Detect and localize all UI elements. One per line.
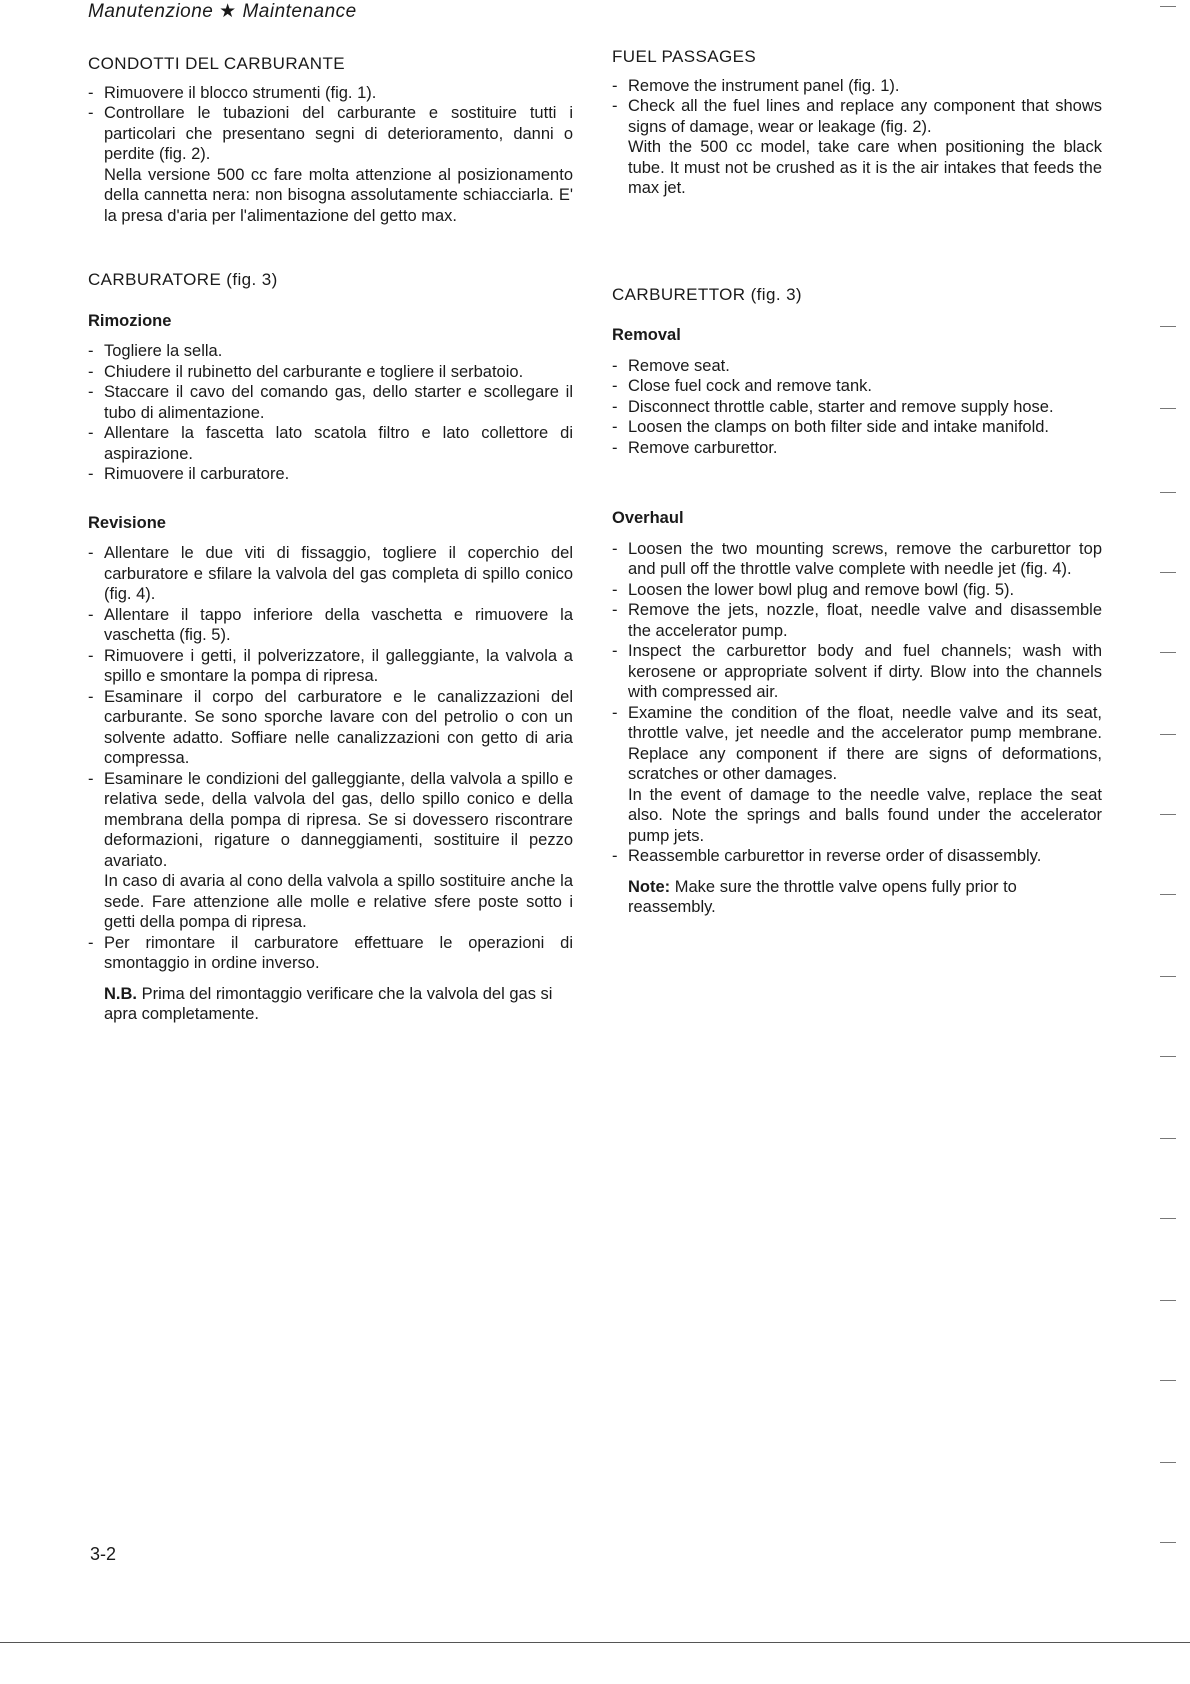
- scan-mark: [1160, 1300, 1176, 1301]
- scan-mark: [1160, 6, 1176, 7]
- note-it: [88, 984, 573, 1025]
- list-item: - Examine the condition of the float, needle valve and its seat, throttle valve, jet needle and the accelerator pump membrane. Replace any component if there are signs of deformations, scratches or other damages.: [612, 703, 1102, 785]
- overhaul-title-en: Overhaul: [612, 509, 684, 527]
- list-item: - Rimuovere i getti, il polverizzatore, il galleggiante, la valvola a spillo e smontare la pompa di ripresa.: [88, 646, 573, 687]
- list-item: - Chiudere il rubinetto del carburante e togliere il serbatoio.: [88, 362, 573, 383]
- overhaul-last-list-en: [612, 846, 1102, 867]
- note-text-it: Prima del rimontaggio verificare che la valvola del gas si apra completamente.: [104, 984, 553, 1023]
- list-item: - Remove carburettor.: [612, 438, 1102, 459]
- overhaul-list-en: [612, 539, 1102, 785]
- overhaul-title-it: Revisione: [88, 513, 166, 532]
- bottom-rule: [0, 1642, 1190, 1643]
- list-item: - Controllare le tubazioni del carburante e sostituire tutti i particolari che presentano segni di deterioramento, danni o perdite (fig. 2).: [88, 103, 573, 165]
- list-item: - Inspect the carburettor body and fuel channels; wash with kerosene or appropriate solvent if dirty. Blow into the channels with compressed air.: [612, 641, 1102, 703]
- fuel-passages-note-en: With the 500 cc model, take care when positioning the black tube. It must not be crushed as it is the air intakes that feeds the max jet.: [628, 138, 1102, 197]
- scan-mark: [1160, 1138, 1176, 1139]
- list-item: - Staccare il cavo del comando gas, dello starter e scollegare il tubo di alimentazione.: [88, 382, 573, 423]
- scan-mark: [1160, 326, 1176, 327]
- list-item: - Disconnect throttle cable, starter and remove supply hose.: [612, 397, 1102, 418]
- list-item: - Allentare la fascetta lato scatola filtro e lato collettore di aspirazione.: [88, 423, 573, 464]
- overhaul-last-list-it: [88, 933, 573, 974]
- list-item: - Allentare il tappo inferiore della vaschetta e rimuovere la vaschetta (fig. 5).: [88, 605, 573, 646]
- page-header: Manutenzione ★ Maintenance: [88, 1, 357, 22]
- carburettor-title-en: CARBURETTOR (fig. 3): [612, 284, 802, 304]
- list-item: - Loosen the lower bowl plug and remove bowl (fig. 5).: [612, 580, 1102, 601]
- overhaul-list-it: [88, 543, 573, 871]
- list-item: - Esaminare le condizioni del galleggiante, della valvola a spillo e relativa sede, della valvola del gas, dello spillo conico e della membrana della pompa di ripresa. Se si dovessero riscontrare deformazioni, rigature o danneggiamenti, sostituire il pezzo avariato.: [88, 769, 573, 872]
- carburettor-title-it: CARBURATORE (fig. 3): [88, 270, 278, 289]
- fuel-passages-title-it: CONDOTTI DEL CARBURANTE: [88, 54, 345, 73]
- fuel-passages-list-it: [88, 83, 573, 165]
- removal-list-it: [88, 341, 573, 485]
- list-item: - Check all the fuel lines and replace any component that shows signs of damage, wear or leakage (fig. 2).: [612, 96, 1102, 137]
- list-item: - Close fuel cock and remove tank.: [612, 376, 1102, 397]
- list-item: - Loosen the clamps on both filter side and intake manifold.: [612, 417, 1102, 438]
- scan-mark: [1160, 1056, 1176, 1057]
- scan-mark: [1160, 734, 1176, 735]
- note-label-en: Note:: [628, 877, 671, 896]
- list-item: - Esaminare il corpo del carburatore e le canalizzazioni del carburante. Se sono sporche lavare con del petrolio o con un solvente adatto. Soffiare nelle canalizzazioni con getto di aria compressa.: [88, 687, 573, 769]
- overhaul-para-en: In the event of damage to the needle valve, replace the seat also. Note the springs and balls found under the accelerator pump jets.: [628, 785, 1102, 845]
- list-item: - Remove the jets, nozzle, float, needle valve and disassemble the accelerator pump.: [612, 600, 1102, 641]
- scan-mark: [1160, 894, 1176, 895]
- list-item: - Togliere la sella.: [88, 341, 573, 362]
- note-text-en: Make sure the throttle valve opens fully prior to reassembly.: [628, 877, 1017, 916]
- scan-mark: [1160, 408, 1176, 409]
- list-item: - Rimuovere il carburatore.: [88, 464, 573, 485]
- removal-list-en: [612, 356, 1102, 459]
- scan-mark: [1160, 652, 1176, 653]
- scan-mark: [1160, 976, 1176, 977]
- note-en: [612, 877, 1102, 918]
- overhaul-para-it: In caso di avaria al cono della valvola a spillo sostituire anche la sede. Fare attenzione alle molle e relative sfere poste sotto i getti della pompa di ripresa.: [104, 872, 573, 931]
- scan-mark: [1160, 1380, 1176, 1381]
- scan-mark: [1160, 1542, 1176, 1543]
- fuel-passages-title-en: FUEL PASSAGES: [612, 47, 757, 66]
- list-item: - Remove seat.: [612, 356, 1102, 377]
- scan-mark: [1160, 1462, 1176, 1463]
- removal-title-it: Rimozione: [88, 311, 172, 330]
- list-item: - Remove the instrument panel (fig. 1).: [612, 76, 1102, 97]
- fuel-passages-list-en: [612, 76, 1102, 138]
- list-item: - Per rimontare il carburatore effettuare le operazioni di smontaggio in ordine inverso.: [88, 933, 573, 974]
- note-label-it: N.B.: [104, 984, 137, 1003]
- scan-mark: [1160, 1218, 1176, 1219]
- page-number: 3-2: [90, 1544, 117, 1564]
- list-item: - Allentare le due viti di fissaggio, togliere il coperchio del carburatore e sfilare la valvola del gas completa di spillo conico (fig. 4).: [88, 543, 573, 605]
- list-item: - Reassemble carburettor in reverse order of disassembly.: [612, 846, 1102, 867]
- english-column: [612, 47, 1102, 918]
- list-item: - Loosen the two mounting screws, remove the carburettor top and pull off the throttle valve complete with needle jet (fig. 4).: [612, 539, 1102, 580]
- fuel-passages-note-it: Nella versione 500 cc fare molta attenzione al posizionamento della cannetta nera: non bisogna assolutamente schiacciarla. E' la presa d'aria per l'alimentazione del getto max.: [104, 165, 573, 225]
- removal-title-en: Removal: [612, 326, 681, 344]
- scan-mark: [1160, 492, 1176, 493]
- list-item: - Rimuovere il blocco strumenti (fig. 1).: [88, 83, 573, 104]
- italian-column: [88, 54, 573, 1025]
- scan-mark: [1160, 814, 1176, 815]
- scan-mark: [1160, 572, 1176, 573]
